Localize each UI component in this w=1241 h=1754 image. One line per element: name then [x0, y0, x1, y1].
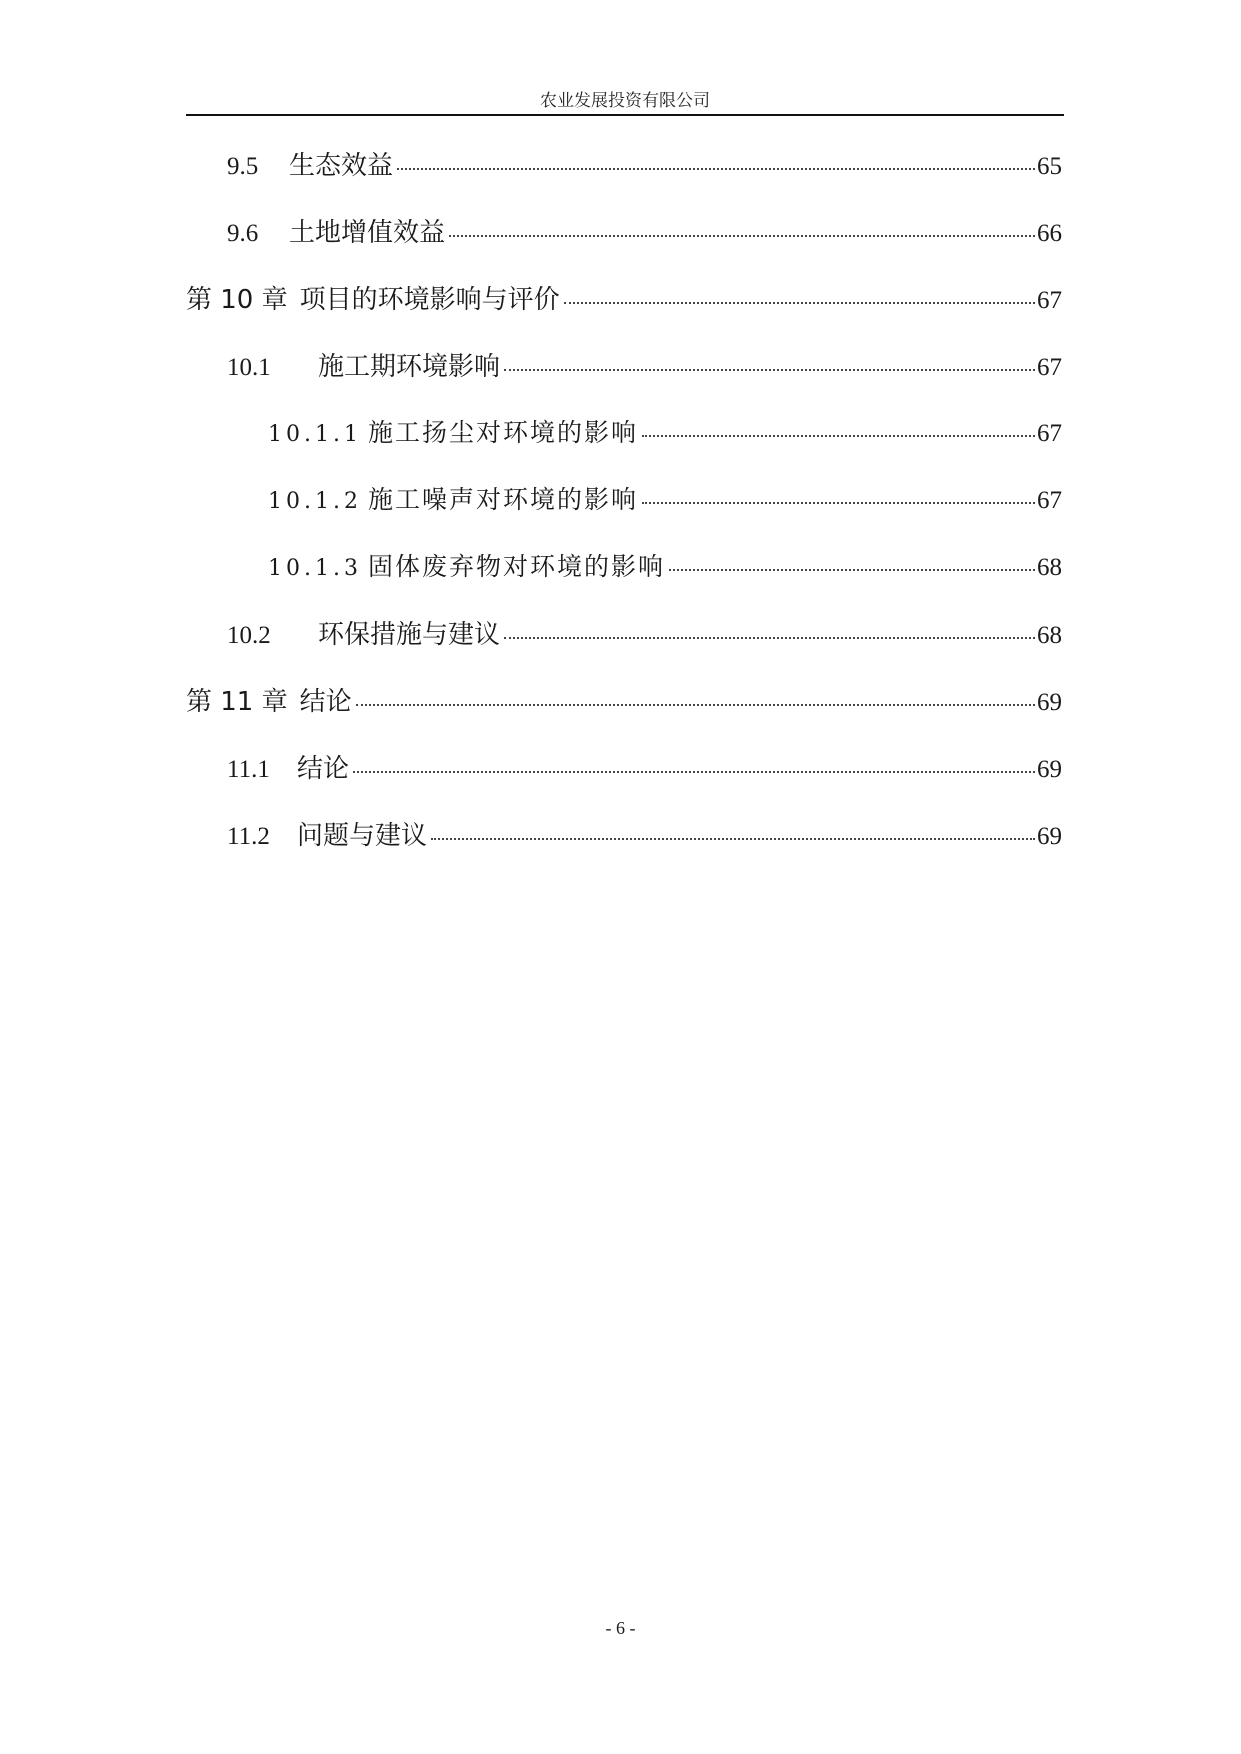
- toc-entry-page: 66: [1037, 220, 1062, 247]
- toc-entry-number: 10.1.2: [268, 489, 362, 514]
- toc-entry-page: 69: [1037, 689, 1062, 716]
- toc-leader-dots: [504, 637, 1035, 639]
- toc-entry-number: 第 10 章: [186, 285, 288, 315]
- toc-leader-dots: [397, 168, 1035, 170]
- toc-entry-title: 施工噪声对环境的影响: [368, 485, 639, 514]
- toc-entry-number: 11.1: [227, 756, 270, 783]
- toc-entry-title: 项目的环境影响与评价: [299, 285, 560, 315]
- toc-leader-dots: [449, 235, 1035, 237]
- running-header: 农业发展投资有限公司: [540, 91, 710, 111]
- toc-entry-title: 生态效益: [289, 151, 394, 181]
- toc-entry-number: 9.6: [227, 220, 259, 247]
- toc-entry[interactable]: [186, 212, 1062, 252]
- toc-leader-dots: [669, 569, 1035, 571]
- toc-leader-dots: [356, 704, 1035, 706]
- toc-entry-number: 11.2: [227, 823, 270, 850]
- toc-leader-dots: [642, 502, 1035, 504]
- toc-entry-page: 68: [1037, 622, 1062, 649]
- toc-chapter-entry[interactable]: [186, 279, 1062, 319]
- toc-entry-page: 65: [1037, 153, 1062, 180]
- toc-entry-page: 67: [1037, 354, 1062, 381]
- toc-entry-title: 施工扬尘对环境的影响: [368, 418, 639, 447]
- toc-entry-title: 施工期环境影响: [318, 352, 501, 382]
- toc-chapter-entry[interactable]: [186, 681, 1062, 721]
- toc-leader-dots: [642, 435, 1035, 437]
- toc-entry-number: 10.2: [227, 622, 271, 649]
- toc-entry[interactable]: [186, 145, 1062, 185]
- toc-leader-dots: [353, 771, 1035, 773]
- toc-entry[interactable]: [186, 346, 1062, 386]
- toc-entry-page: 69: [1037, 823, 1062, 850]
- toc-entry-number: 10.1.3: [268, 556, 362, 581]
- toc-entry[interactable]: [186, 614, 1062, 654]
- toc-entry-page: 68: [1037, 554, 1062, 581]
- toc-entry-page: 67: [1037, 487, 1062, 514]
- page-number: - 6 -: [605, 1618, 636, 1638]
- toc-entry-page: 69: [1037, 756, 1062, 783]
- toc-entry-title: 结论: [299, 687, 352, 717]
- toc-entry-number: 第 11 章: [186, 687, 288, 717]
- toc-entry-title: 问题与建议: [297, 821, 428, 851]
- toc-entry-title: 土地增值效益: [289, 218, 446, 248]
- toc-entry-page: 67: [1037, 287, 1062, 314]
- toc-leader-dots: [564, 302, 1035, 304]
- toc-entry-title: 结论: [297, 754, 350, 784]
- toc-subentry[interactable]: [186, 480, 1062, 520]
- toc-entry[interactable]: [186, 748, 1062, 788]
- toc-entry-number: 10.1.1: [268, 422, 362, 447]
- toc-leader-dots: [431, 838, 1035, 840]
- toc-entry[interactable]: [186, 815, 1062, 855]
- toc-entry-title: 环保措施与建议: [318, 620, 501, 650]
- toc-entry-page: 67: [1037, 420, 1062, 447]
- toc-entry-number: 10.1: [227, 354, 271, 381]
- header-rule: [186, 114, 1064, 116]
- toc-leader-dots: [504, 369, 1035, 371]
- toc-subentry[interactable]: [186, 547, 1062, 587]
- toc-subentry[interactable]: [186, 413, 1062, 453]
- toc-entry-title: 固体废弃物对环境的影响: [368, 552, 666, 581]
- toc-entry-number: 9.5: [227, 153, 259, 180]
